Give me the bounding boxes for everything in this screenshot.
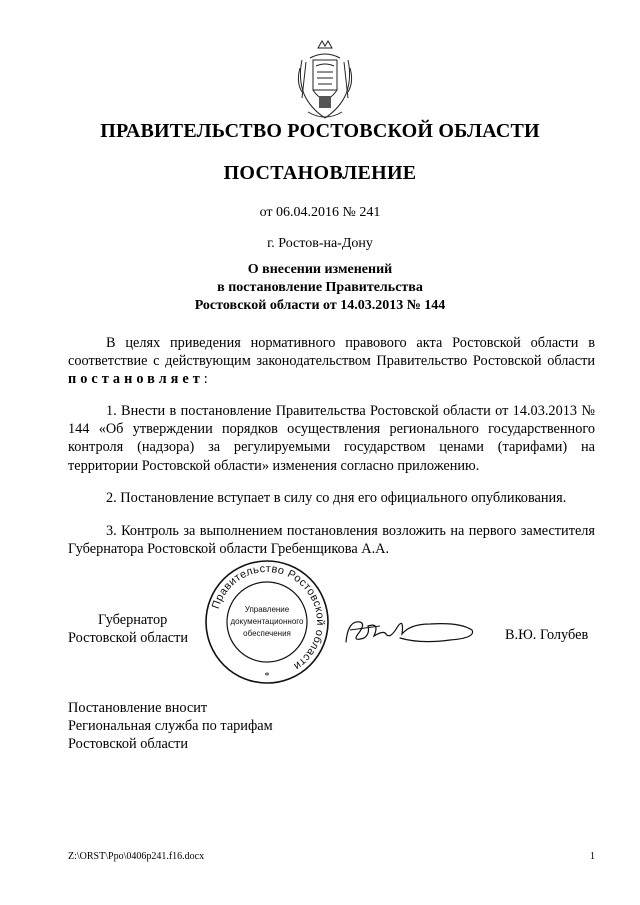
stamp-inner-line: обеспечения bbox=[243, 629, 291, 638]
file-path: Z:\ORST\Ppo\0406p241.f16.docx bbox=[68, 851, 205, 862]
official-stamp bbox=[203, 558, 331, 686]
intro-colon: : bbox=[203, 371, 208, 388]
coat-of-arms-emblem bbox=[296, 38, 354, 122]
subject-line: в постановление Правительства bbox=[217, 280, 423, 295]
date-and-number: от 06.04.2016 № 241 bbox=[259, 205, 381, 220]
signatory-title-line: Ростовской области bbox=[68, 630, 189, 647]
clause-2: 2. Постановление вступает в силу со дня его официального опубликования. bbox=[106, 490, 567, 506]
submitter-line: Региональная служба по тарифам bbox=[68, 718, 273, 735]
signatory-title bbox=[68, 611, 198, 647]
submitter-note bbox=[68, 699, 273, 754]
government-title: ПРАВИТЕЛЬСТВО РОСТОВСКОЙ ОБЛАСТИ bbox=[100, 120, 540, 142]
clause-3: 3. Контроль за выполнением постановления возложить на первого заместителя Губернатора Ростовской области Гребенщикова А.А. bbox=[68, 523, 595, 558]
subject-line: О внесении изменений bbox=[247, 262, 393, 277]
subject-heading bbox=[0, 261, 640, 315]
stamp-inner-line: документационного bbox=[230, 617, 304, 626]
page-number: 1 bbox=[590, 851, 595, 862]
document-type-heading: ПОСТАНОВЛЕНИЕ bbox=[223, 162, 417, 184]
intro-text: В целях приведения нормативного правового акта Ростовской области в соответствие с действующим законодательством Правительство Ростовской области bbox=[68, 335, 595, 370]
intro-paragraph bbox=[68, 334, 595, 389]
stamp-inner-line: Управление bbox=[244, 605, 290, 614]
signatory-title-line: Губернатор bbox=[98, 612, 168, 628]
signer-name: В.Ю. Голубев bbox=[505, 627, 589, 643]
stamp-outer-text: Правительство Ростовской области bbox=[209, 562, 327, 673]
handwritten-signature bbox=[340, 612, 480, 652]
submitter-line: Ростовской области bbox=[68, 736, 189, 753]
stamp-star-icon: * bbox=[264, 671, 270, 682]
city-line: г. Ростов-на-Дону bbox=[267, 236, 373, 251]
submitter-line: Постановление вносит bbox=[68, 700, 208, 716]
subject-line: Ростовской области от 14.03.2013 № 144 bbox=[194, 298, 446, 313]
resolves-word: постановляет bbox=[68, 371, 204, 388]
clause-1: 1. Внести в постановление Правительства Ростовской области от 14.03.2013 № 144 «Об утверждении порядков осуществления регионального государственного контроля (надзора) за регулируемыми государством ценами (тарифами) на территории Ростовской области» изменения согласно приложению. bbox=[68, 403, 595, 474]
